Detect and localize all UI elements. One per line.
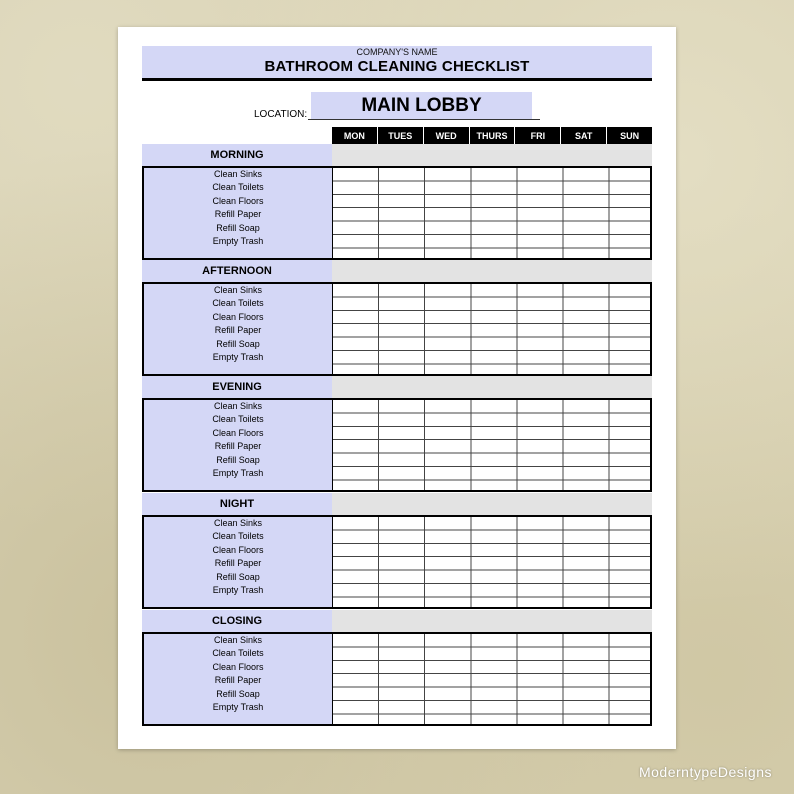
location-value[interactable]: MAIN LOBBY: [311, 92, 532, 119]
section-header-fill: [332, 260, 652, 282]
task-column: [144, 284, 333, 374]
task-label: Refill Soap: [216, 454, 260, 465]
task-label: Clean Toilets: [212, 531, 264, 542]
checkbox-grid[interactable]: [333, 400, 650, 490]
task-column: [144, 634, 333, 724]
checkbox-grid[interactable]: [333, 634, 650, 724]
day-header-row: [332, 127, 652, 144]
section-title: EVENING: [142, 376, 332, 398]
task-blank-row: [144, 714, 332, 724]
task-label: Refill Soap: [216, 338, 260, 349]
task-label: Empty Trash: [212, 351, 264, 362]
day-header: FRI: [514, 127, 560, 144]
section-evening: [142, 376, 652, 492]
watermark-text: ModerntypeDesigns: [638, 764, 772, 780]
task-label: Refill Paper: [214, 441, 262, 452]
section-header: [142, 610, 652, 632]
day-header: WED: [423, 127, 469, 144]
section-grid: [142, 398, 652, 492]
location-underline: [308, 119, 540, 120]
task-label: Clean Toilets: [212, 298, 264, 309]
day-header: SAT: [560, 127, 606, 144]
task-label: Clean Toilets: [212, 414, 264, 425]
day-header: SUN: [606, 127, 652, 144]
section-title: AFTERNOON: [142, 260, 332, 282]
task-blank-row: [144, 364, 332, 374]
section-header-fill: [332, 493, 652, 515]
task-label: Clean Sinks: [213, 518, 263, 528]
checkbox-grid[interactable]: [333, 284, 650, 374]
task-column: [144, 517, 333, 607]
task-label: Refill Paper: [214, 325, 262, 336]
task-label: Empty Trash: [212, 584, 264, 595]
task-label: Clean Floors: [212, 195, 264, 206]
section-header-fill: [332, 610, 652, 632]
section-header: [142, 493, 652, 515]
section-header: [142, 376, 652, 398]
task-label: Empty Trash: [212, 235, 264, 246]
checklist-sheet: [118, 27, 676, 749]
task-label: Empty Trash: [212, 467, 264, 478]
task-blank-row: [144, 597, 332, 607]
checkbox-grid[interactable]: [333, 517, 650, 607]
checklist-title: BATHROOM CLEANING CHECKLIST: [264, 58, 530, 75]
section-header: [142, 260, 652, 282]
section-header: [142, 144, 652, 166]
section-grid: [142, 282, 652, 376]
section-grid: [142, 166, 652, 260]
task-label: Empty Trash: [212, 701, 264, 712]
task-label: Clean Floors: [212, 661, 264, 672]
section-morning: [142, 144, 652, 260]
task-blank-row: [144, 480, 332, 490]
section-header-fill: [332, 144, 652, 166]
task-label: Clean Sinks: [213, 635, 263, 645]
section-title: MORNING: [142, 144, 332, 166]
task-label: Clean Toilets: [212, 182, 264, 193]
company-name: COMPANY'S NAME: [356, 47, 438, 57]
task-label: Refill Soap: [216, 222, 260, 233]
section-afternoon: [142, 260, 652, 376]
task-label: Refill Soap: [216, 571, 260, 582]
section-night: [142, 493, 652, 609]
day-header: THURS: [469, 127, 515, 144]
location-label: LOCATION:: [254, 109, 308, 120]
section-grid: [142, 515, 652, 609]
header-band: [142, 46, 652, 81]
day-header: TUES: [377, 127, 423, 144]
task-column: [144, 400, 333, 490]
section-grid: [142, 632, 652, 726]
task-label: Refill Paper: [214, 558, 262, 569]
task-label: Clean Floors: [212, 544, 264, 555]
task-label: Clean Sinks: [213, 169, 263, 179]
checkbox-grid[interactable]: [333, 168, 650, 258]
task-blank-row: [144, 248, 332, 258]
task-column: [144, 168, 333, 258]
task-label: Refill Paper: [214, 209, 262, 220]
task-label: Clean Sinks: [213, 285, 263, 295]
task-label: Clean Toilets: [212, 648, 264, 659]
section-closing: [142, 610, 652, 726]
task-label: Clean Floors: [212, 311, 264, 322]
section-header-fill: [332, 376, 652, 398]
section-title: CLOSING: [142, 610, 332, 632]
section-title: NIGHT: [142, 493, 332, 515]
task-label: Refill Paper: [214, 675, 262, 686]
day-header: MON: [343, 130, 365, 141]
task-label: Clean Sinks: [213, 401, 263, 411]
task-label: Refill Soap: [216, 688, 260, 699]
task-label: Clean Floors: [212, 427, 264, 438]
